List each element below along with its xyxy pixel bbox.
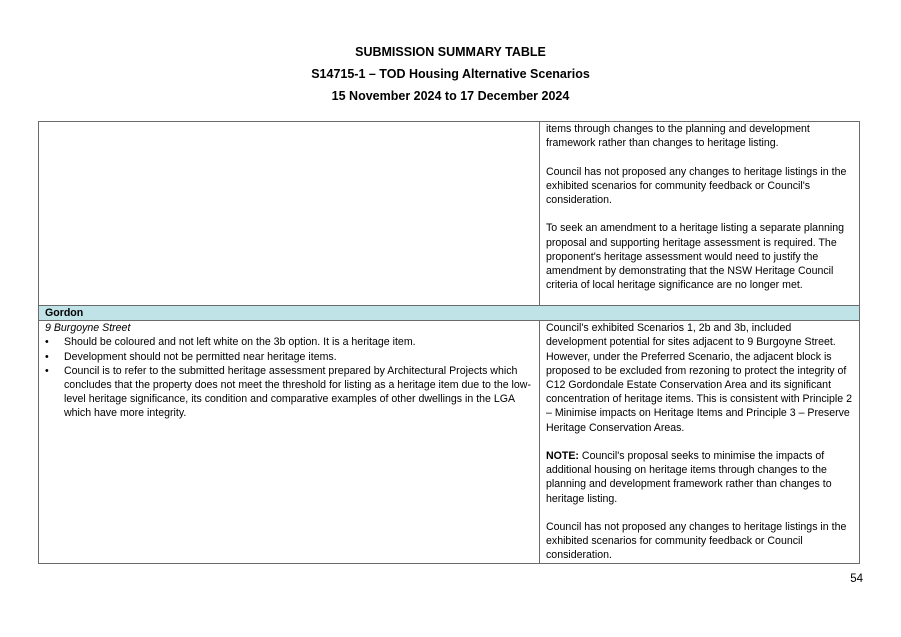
- submission-cell: [39, 321, 540, 564]
- note-text: Council's proposal seeks to minimise the impacts of additional housing on heritage items through changes to the planning and development framework rather than changes to heritage listing.: [546, 450, 832, 505]
- list-item: • Should be coloured and not left white on the 3b option. It is a heritage item.: [45, 335, 533, 349]
- table-row-gordon: [39, 321, 860, 564]
- page-number: 54: [850, 573, 863, 585]
- section-row-gordon: [39, 306, 860, 321]
- table-row-continued: [39, 122, 860, 306]
- response-paragraph: items through changes to the planning and development framework rather than changes to heritage listing.: [546, 123, 810, 150]
- title-submission-summary: SUBMISSION SUMMARY TABLE: [355, 45, 546, 59]
- response-cell: [540, 122, 860, 306]
- list-item: • Council is to refer to the submitted heritage assessment prepared by Architectural Projects which concludes that the property does not meet the threshold for listing as a heritage item due to the low-level heritage significance, its condition and comparative examples of other dwellings in the LGA which have more integrity.: [45, 364, 533, 421]
- title-project-reference: S14715-1 – TOD Housing Alternative Scenarios: [311, 67, 590, 81]
- list-item: • Development should not be permitted near heritage items.: [45, 350, 533, 364]
- response-paragraph: To seek an amendment to a heritage listing a separate planning proposal and supporting heritage assessment is required. The proponent's heritage assessment would need to justify the amendment by demonstrating that the NSW Heritage Council criteria of local heritage significance are no longer met.: [546, 222, 844, 292]
- response-cell: [540, 321, 860, 564]
- response-paragraph: Council has not proposed any changes to heritage listings in the exhibited scenarios for community feedback or Council's consideration.: [546, 165, 847, 206]
- property-address: 9 Burgoyne Street: [45, 322, 131, 335]
- submission-cell: [39, 122, 540, 306]
- submission-bullet-list: [45, 335, 533, 420]
- section-label: Gordon: [39, 306, 860, 321]
- note-paragraph: [546, 449, 853, 506]
- title-date-range: 15 November 2024 to 17 December 2024: [331, 89, 570, 103]
- note-label: NOTE:: [546, 450, 579, 463]
- submission-summary-table: [38, 121, 860, 564]
- response-paragraph: Council has not proposed any changes to heritage listings in the exhibited scenarios for community feedback or Council consideration.: [546, 521, 847, 562]
- response-paragraph: Council's exhibited Scenarios 1, 2b and 3b, included development potential for sites adjacent to 9 Burgoyne Street. However, under the Preferred Scenario, the adjacent block is proposed to be excluded from rezoning to protect the integrity of C12 Gordondale Estate Conservation Area and its significant concentration of heritage items. This is consistent with Principle 2 – Minimise impacts on Heritage Items and Principle 3 – Preserve Heritage Conservation Areas.: [546, 322, 852, 434]
